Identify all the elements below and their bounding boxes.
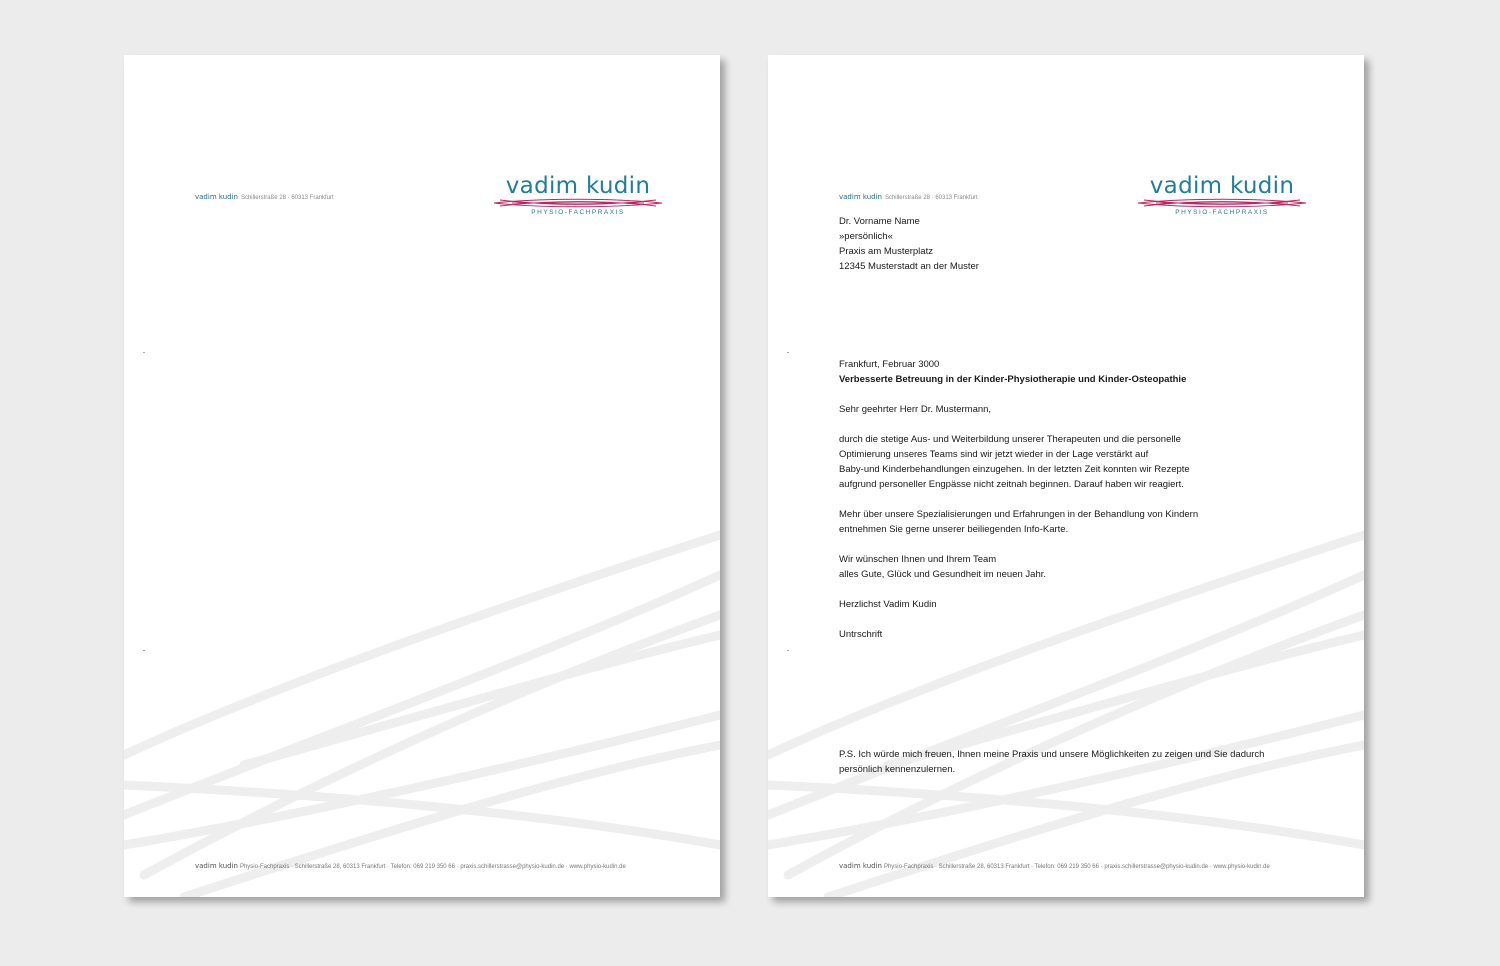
closing: Herzlichst Vadim Kudin (839, 599, 937, 610)
sender-brand: vadim kudin (195, 193, 238, 201)
practice-logo (1136, 173, 1308, 219)
footer-line (195, 862, 626, 872)
postscript-line: P.S. Ich würde mich freuen, Ihnen meine Praxis und unsere Möglichkeiten zu zeigen und Sie dadurch (839, 749, 1265, 760)
paragraph-line: Mehr über unsere Spezialisierungen und Erfahrungen in der Behandlung von Kindern (839, 509, 1199, 520)
recipient-address (839, 214, 979, 274)
date-line: Frankfurt, Februar 3000 (839, 359, 940, 370)
letter-sheet (768, 55, 1364, 897)
footer-practice: Physio-Fachpraxis (239, 864, 290, 870)
paragraph-line: aufgrund personeller Engpässe nicht zeitnah beginnen. Darauf haben wir reagiert. (839, 479, 1184, 490)
sender-line (839, 193, 978, 203)
paragraph-line: Baby-und Kinderbehandlungen einzugehen. In der letzten Zeit konnten wir Rezepte (839, 464, 1190, 475)
paragraph-line: alles Gute, Glück und Gesundheit im neuen Jahr. (839, 569, 1047, 580)
sender-brand: vadim kudin (839, 193, 882, 201)
paragraph (839, 507, 1198, 537)
recipient-line: 12345 Musterstadt an der Muster (839, 261, 979, 272)
sender-line (195, 193, 334, 203)
footer-brand: vadim kudin (195, 862, 238, 870)
recipient-line: Praxis am Musterplatz (839, 246, 933, 257)
footer-brand: vadim kudin (839, 862, 882, 870)
logo-subtitle: PHYSIO-FACHPRAXIS (1175, 209, 1269, 216)
sender-address: Schillerstraße 28 · 60313 Frankfurt (884, 195, 978, 201)
practice-logo (492, 173, 664, 219)
sender-address: Schillerstraße 28 · 60313 Frankfurt (240, 195, 334, 201)
logo-subtitle: PHYSIO-FACHPRAXIS (531, 209, 625, 216)
paragraph (839, 552, 1046, 582)
footer-details: · Schillerstraße 28, 60313 Frankfurt · Telefon: 069 219 350 66 · praxis.schillerstrasse@physio-kudin.de · www.physio-kudin.de (289, 864, 626, 870)
paragraph-line: entnehmen Sie gerne unserer beiliegenden Info-Karte. (839, 524, 1069, 535)
postscript (839, 747, 1264, 777)
salutation: Sehr geehrter Herr Dr. Mustermann, (839, 404, 992, 415)
fold-mark (143, 650, 145, 651)
footer-practice: Physio-Fachpraxis (883, 864, 934, 870)
subject-line: Verbesserte Betreuung in der Kinder-Physiotherapie und Kinder-Osteopathie (839, 374, 1187, 385)
postscript-line: persönlich kennenzulernen. (839, 764, 956, 775)
swoosh-graphic (124, 515, 720, 897)
footer-details: · Schillerstraße 28, 60313 Frankfurt · Telefon: 069 219 350 66 · praxis.schillerstrasse@physio-kudin.de · www.physio-kudin.de (933, 864, 1270, 870)
paragraph-line: Wir wünschen Ihnen und Ihrem Team (839, 554, 997, 565)
logo-wordmark: vadim kudin (1149, 173, 1295, 199)
paragraph (839, 432, 1190, 492)
recipient-line: Dr. Vorname Name (839, 216, 920, 227)
paragraph-line: durch die stetige Aus- und Weiterbildung unserer Therapeuten und die personelle (839, 434, 1181, 445)
paragraph-line: Optimierung unseres Teams sind wir jetzt wieder in der Lage verstärkt auf (839, 449, 1149, 460)
signature-placeholder: Untrschrift (839, 629, 883, 640)
fold-mark (787, 352, 789, 353)
fold-mark (143, 352, 145, 353)
recipient-line: »persönlich« (839, 231, 893, 242)
blank-letterhead-sheet (124, 55, 720, 897)
fold-mark (787, 650, 789, 651)
logo-wordmark: vadim kudin (505, 173, 651, 199)
footer-line (839, 862, 1270, 872)
